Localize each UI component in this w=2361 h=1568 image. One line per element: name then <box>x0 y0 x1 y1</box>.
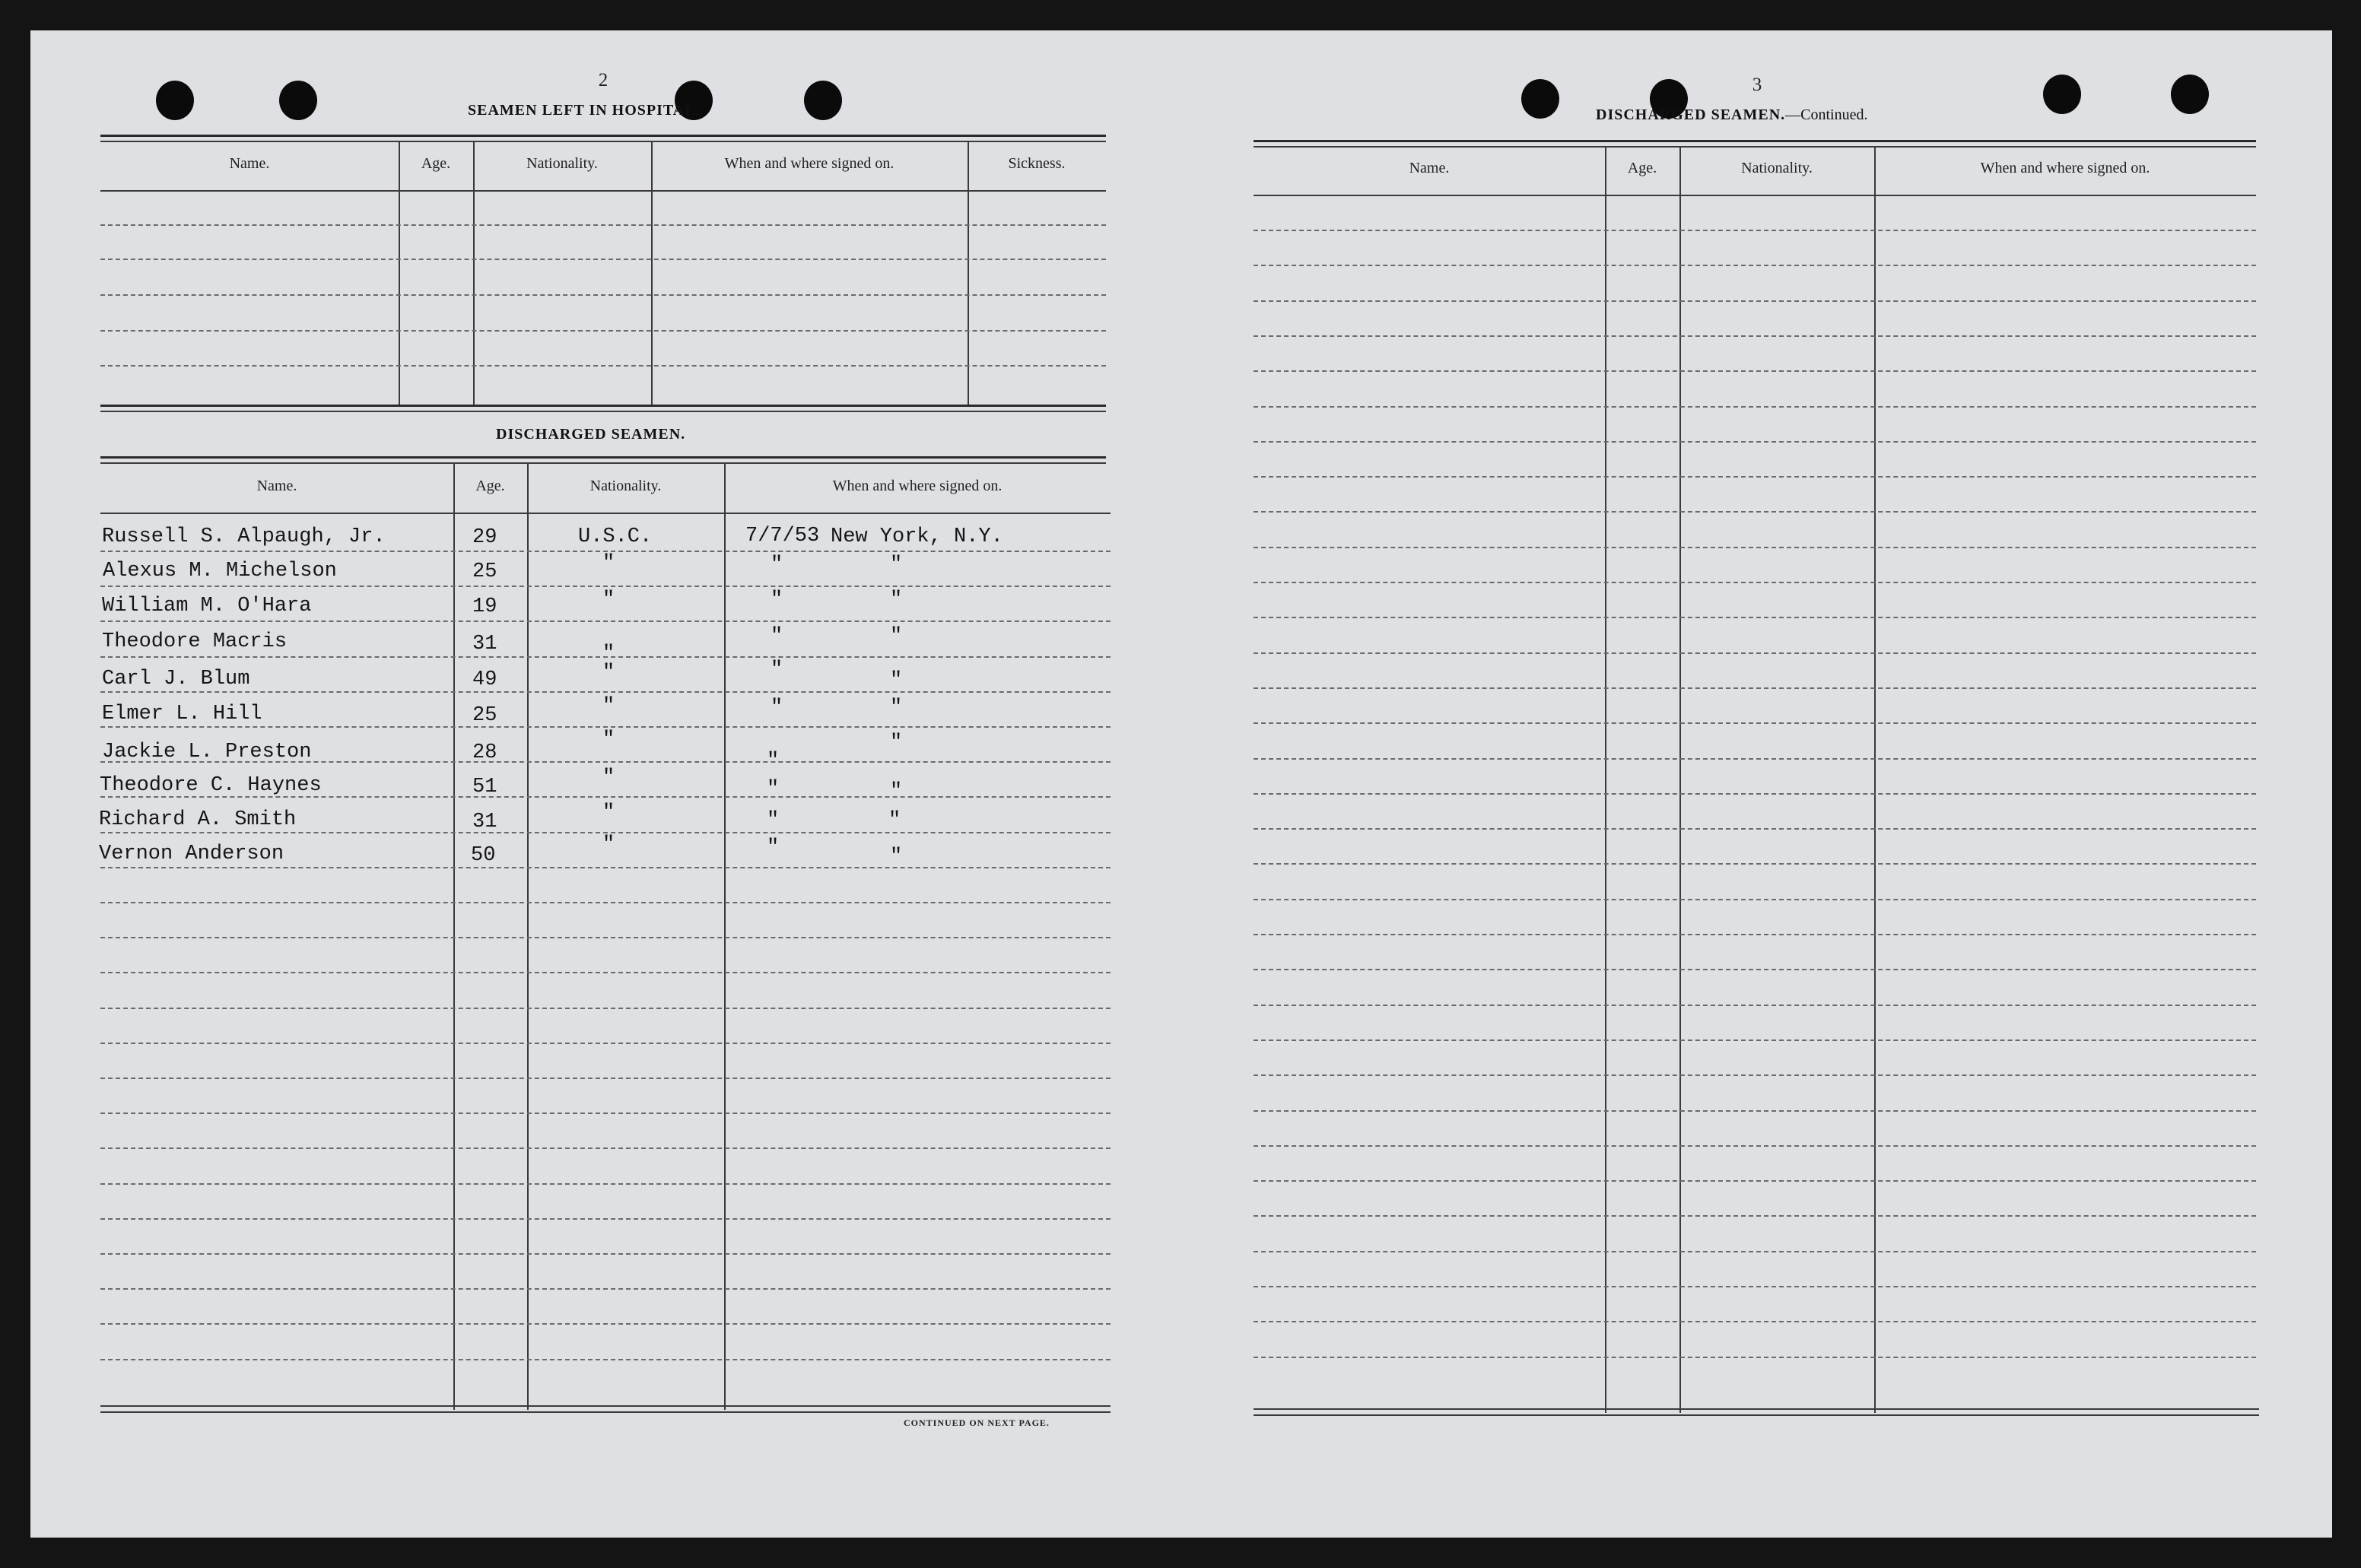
ruled-line <box>1254 969 2256 970</box>
page-title <box>1596 106 1868 124</box>
table-top-rule <box>100 135 1106 137</box>
seaman-nationality: " <box>602 589 615 611</box>
ruled-line <box>1254 1005 2256 1006</box>
seaman-nationality: " <box>602 767 615 789</box>
column-header-signed-on: When and where signed on. <box>724 155 895 172</box>
page-title-text: DISCHARGED SEAMEN. <box>1596 106 1786 123</box>
binder-hole <box>279 81 317 120</box>
ruled-line <box>100 902 1111 903</box>
ruled-line <box>1254 652 2256 654</box>
table-bottom-rule <box>100 1411 1111 1413</box>
column-header-name: Name. <box>256 478 297 494</box>
ledger-sheet <box>30 30 2332 1538</box>
table-top-rule <box>100 141 1106 142</box>
seaman-nationality: " <box>602 833 615 856</box>
ruled-line <box>100 586 1111 587</box>
ruled-line <box>1254 1286 2256 1287</box>
ruled-line <box>100 1078 1111 1079</box>
seaman-name: Alexus M. Michelson <box>103 560 337 582</box>
seaman-age: 50 <box>471 844 496 867</box>
ruled-line <box>1254 1251 2256 1252</box>
ruled-line <box>1254 1180 2256 1182</box>
seaman-age: 49 <box>472 668 497 691</box>
signed-on-date: 7/7/53 <box>745 525 820 548</box>
column-header-name: Name. <box>1409 160 1450 176</box>
signed-on-place: " <box>890 625 903 648</box>
ruled-line <box>100 1183 1111 1185</box>
signed-on-place: " <box>890 846 903 868</box>
ruled-line <box>1254 1357 2256 1358</box>
ruled-line <box>1254 863 2256 865</box>
ruled-line <box>1254 899 2256 900</box>
hospital-section-title: SEAMEN LEFT IN HOSPITAL. <box>468 102 701 119</box>
seaman-name: Theodore C. Haynes <box>100 774 322 797</box>
table-bottom-rule <box>1254 1414 2259 1416</box>
ruled-line <box>100 1359 1111 1360</box>
binder-hole <box>804 81 842 120</box>
seaman-nationality: " <box>602 695 615 718</box>
ruled-line <box>100 867 1111 868</box>
column-header-signed-on: When and where signed on. <box>1980 160 2150 176</box>
ruled-line <box>100 1043 1111 1044</box>
ruled-line <box>1254 934 2256 935</box>
signed-on-place: " <box>890 732 903 754</box>
seaman-name: William M. O'Hara <box>102 595 312 617</box>
signed-on-date: " <box>771 659 783 681</box>
seaman-name: Theodore Macris <box>102 630 288 653</box>
ruled-line <box>100 330 1106 332</box>
header-divider <box>100 190 1106 192</box>
signed-on-date: " <box>767 836 780 859</box>
continued-notice: CONTINUED ON NEXT PAGE. <box>904 1417 1050 1428</box>
ruled-line <box>1254 547 2256 548</box>
signed-on-place: " <box>890 697 903 719</box>
ruled-line <box>1254 793 2256 795</box>
signed-on-date: " <box>771 554 783 576</box>
ruled-line <box>100 621 1111 622</box>
column-header-age: Age. <box>421 155 451 172</box>
table-bottom-rule <box>1254 1408 2259 1410</box>
ruled-line <box>100 937 1111 938</box>
column-header-nationality: Nationality. <box>526 155 598 172</box>
header-divider <box>1254 195 2256 196</box>
signed-on-date: " <box>767 778 780 801</box>
seaman-nationality: " <box>602 643 615 665</box>
ruled-line <box>1254 1215 2256 1217</box>
column-header-nationality: Nationality. <box>589 478 662 494</box>
binder-hole <box>2043 75 2081 114</box>
seaman-nationality: " <box>602 552 615 575</box>
ruled-line <box>100 1288 1111 1290</box>
column-header-age: Age. <box>475 478 505 494</box>
signed-on-place: New York, N.Y. <box>831 525 1003 548</box>
ruled-line <box>1254 406 2256 408</box>
signed-on-place: " <box>890 589 903 611</box>
ruled-line <box>1254 1074 2256 1076</box>
signed-on-place: " <box>890 780 903 803</box>
ruled-line <box>100 726 1111 728</box>
column-header-sickness: Sickness. <box>1008 155 1066 172</box>
signed-on-date: " <box>771 589 783 611</box>
seaman-name: Elmer L. Hill <box>102 703 262 725</box>
seaman-age: 25 <box>472 704 497 727</box>
table-top-rule <box>100 462 1106 464</box>
signed-on-place: " <box>890 554 903 576</box>
signed-on-place: " <box>888 809 901 832</box>
ruled-line <box>100 259 1106 260</box>
seaman-name: Richard A. Smith <box>99 808 297 831</box>
ruled-line <box>1254 370 2256 372</box>
ruled-line <box>1254 230 2256 231</box>
ruled-line <box>1254 300 2256 302</box>
seaman-name: Carl J. Blum <box>102 668 250 690</box>
seaman-age: 25 <box>472 560 497 583</box>
ruled-line <box>1254 687 2256 689</box>
column-header-age: Age. <box>1627 160 1657 176</box>
signed-on-date: " <box>771 625 783 648</box>
discharged-section-title: DISCHARGED SEAMEN. <box>496 426 686 443</box>
ruled-line <box>1254 828 2256 830</box>
ruled-line <box>1254 722 2256 724</box>
page-title-suffix: —Continued. <box>1785 106 1868 123</box>
ruled-line <box>1254 1145 2256 1147</box>
ruled-line <box>1254 511 2256 513</box>
ruled-line <box>100 691 1111 693</box>
seaman-age: 29 <box>472 526 497 549</box>
binder-hole <box>1521 79 1559 119</box>
ruled-line <box>100 1323 1111 1325</box>
ruled-line <box>1254 1110 2256 1112</box>
seaman-nationality: " <box>602 728 615 751</box>
ruled-line <box>1254 1321 2256 1322</box>
seaman-age: 31 <box>472 633 497 655</box>
seaman-age: 51 <box>472 776 497 798</box>
seaman-name: Jackie L. Preston <box>102 741 312 763</box>
ruled-line <box>1254 758 2256 760</box>
seaman-age: 19 <box>472 595 497 618</box>
binder-hole <box>156 81 194 120</box>
seaman-age: 31 <box>472 811 497 833</box>
signed-on-date: " <box>771 697 783 719</box>
ruled-line <box>100 1008 1111 1009</box>
column-header-name: Name. <box>229 155 270 172</box>
ruled-line <box>1254 476 2256 478</box>
table-top-rule <box>1254 146 2256 148</box>
column-header-nationality: Nationality. <box>1741 160 1813 176</box>
ruled-line <box>1254 441 2256 443</box>
page-number: 3 <box>1752 75 1762 95</box>
ruled-line <box>100 1253 1111 1255</box>
ruled-line <box>100 1113 1111 1114</box>
header-divider <box>100 513 1111 514</box>
column-header-signed-on: When and where signed on. <box>832 478 1003 494</box>
ruled-line <box>100 294 1106 296</box>
table-top-rule <box>100 456 1106 459</box>
seaman-nationality: U.S.C. <box>578 525 653 548</box>
seaman-name: Vernon Anderson <box>99 843 284 865</box>
ruled-line <box>1254 265 2256 266</box>
signed-on-date: " <box>767 809 780 832</box>
ruled-line <box>100 1218 1111 1220</box>
ruled-line <box>100 365 1106 367</box>
seaman-nationality: " <box>602 801 615 824</box>
seaman-nationality: " <box>602 662 615 684</box>
ruled-line <box>1254 1040 2256 1041</box>
signed-on-place: " <box>890 669 903 692</box>
seaman-age: 28 <box>472 741 497 764</box>
ruled-line <box>100 224 1106 226</box>
ruled-line <box>100 972 1111 973</box>
seaman-name: Russell S. Alpaugh, Jr. <box>102 525 386 548</box>
table-bottom-rule <box>100 1405 1111 1407</box>
ruled-line <box>1254 335 2256 337</box>
ruled-line <box>1254 582 2256 583</box>
table-top-rule <box>1254 140 2256 142</box>
table-bottom-rule <box>100 411 1106 412</box>
ruled-line <box>1254 617 2256 618</box>
table-bottom-rule <box>100 405 1106 407</box>
ruled-line <box>100 1147 1111 1149</box>
binder-hole <box>2171 75 2209 114</box>
signed-on-date: " <box>767 750 780 773</box>
page-number: 2 <box>598 70 609 90</box>
